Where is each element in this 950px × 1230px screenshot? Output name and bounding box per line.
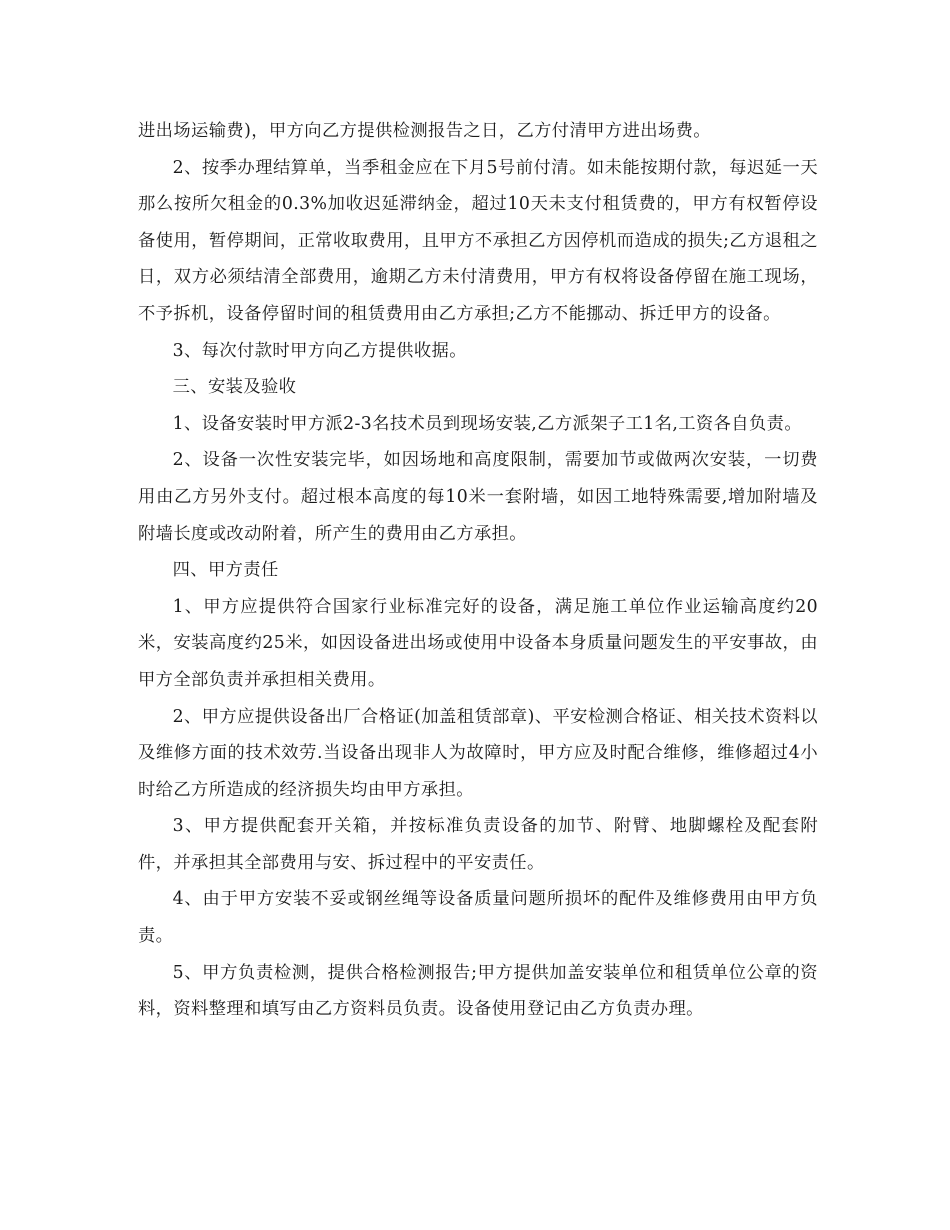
paragraph-clause-2: 2、按季办理结算单，当季租金应在下月5号前付清。如未能按期付款，每迟延一天那么按所欠租金的0.3%加收迟延滞纳金，超过10天未支付租赁费的，甲方有权暂停设备使用，暂停期间，正常收取费用，且甲方不承担乙方因停机而造成的损失;乙方退租之日，双方必须结清全部费用，逾期乙方未付清费用，甲方有权将设备停留在施工现场，不予拆机，设备停留时间的租赁费用由乙方承担;乙方不能挪动、拆迁甲方的设备。: [138, 157, 818, 324]
section-heading-party-a: 四、甲方责任: [172, 560, 279, 581]
paragraph-install-1: 1、设备安装时甲方派2-3名技术员到现场安装,乙方派架子工1名,工资各自负责。: [172, 413, 802, 434]
paragraph-party-a-1: 1、甲方应提供符合国家行业标准完好的设备，满足施工单位作业运输高度约20米，安装高度约25米，如因设备进出场或使用中设备本身质量问题发生的平安事故，由甲方全部负责并承担相关费用。: [138, 596, 818, 690]
paragraph-install-2: 2、设备一次性安装完毕，如因场地和高度限制，需要加节或做两次安装，一切费用由乙方另外支付。超过根本高度的每10米一套附墙，如因工地特殊需要,增加附墙及附墙长度或改动附着，所产生的费用由乙方承担。: [138, 450, 818, 544]
document-body: [138, 113, 818, 1028]
section-heading-installation: 三、安装及验收: [172, 377, 297, 398]
paragraph-party-a-4: 4、由于甲方安装不妥或钢丝绳等设备质量问题所损坏的配件及维修费用由甲方负责。: [138, 889, 818, 947]
paragraph-party-a-5: 5、甲方负责检测，提供合格检测报告;甲方提供加盖安装单位和租赁单位公章的资料，资料整理和填写由乙方资料员负责。设备使用登记由乙方负责办理。: [138, 962, 818, 1020]
paragraph-clause-3: 3、每次付款时甲方向乙方提供收据。: [172, 340, 467, 361]
paragraph-party-a-2: 2、甲方应提供设备出厂合格证(加盖租赁部章)、平安检测合格证、相关技术资料以及维修方面的技术效劳.当设备出现非人为故障时，甲方应及时配合维修，维修超过4小时给乙方所造成的经济损失均由甲方承担。: [138, 706, 818, 800]
paragraph-continued: 进出场运输费)，甲方向乙方提供检测报告之日，乙方付清甲方进出场费。: [138, 121, 711, 141]
paragraph-party-a-3: 3、甲方提供配套开关箱，并按标准负责设备的加节、附臂、地脚螺栓及配套附件，并承担其全部费用与安、拆过程中的平安责任。: [138, 816, 818, 873]
